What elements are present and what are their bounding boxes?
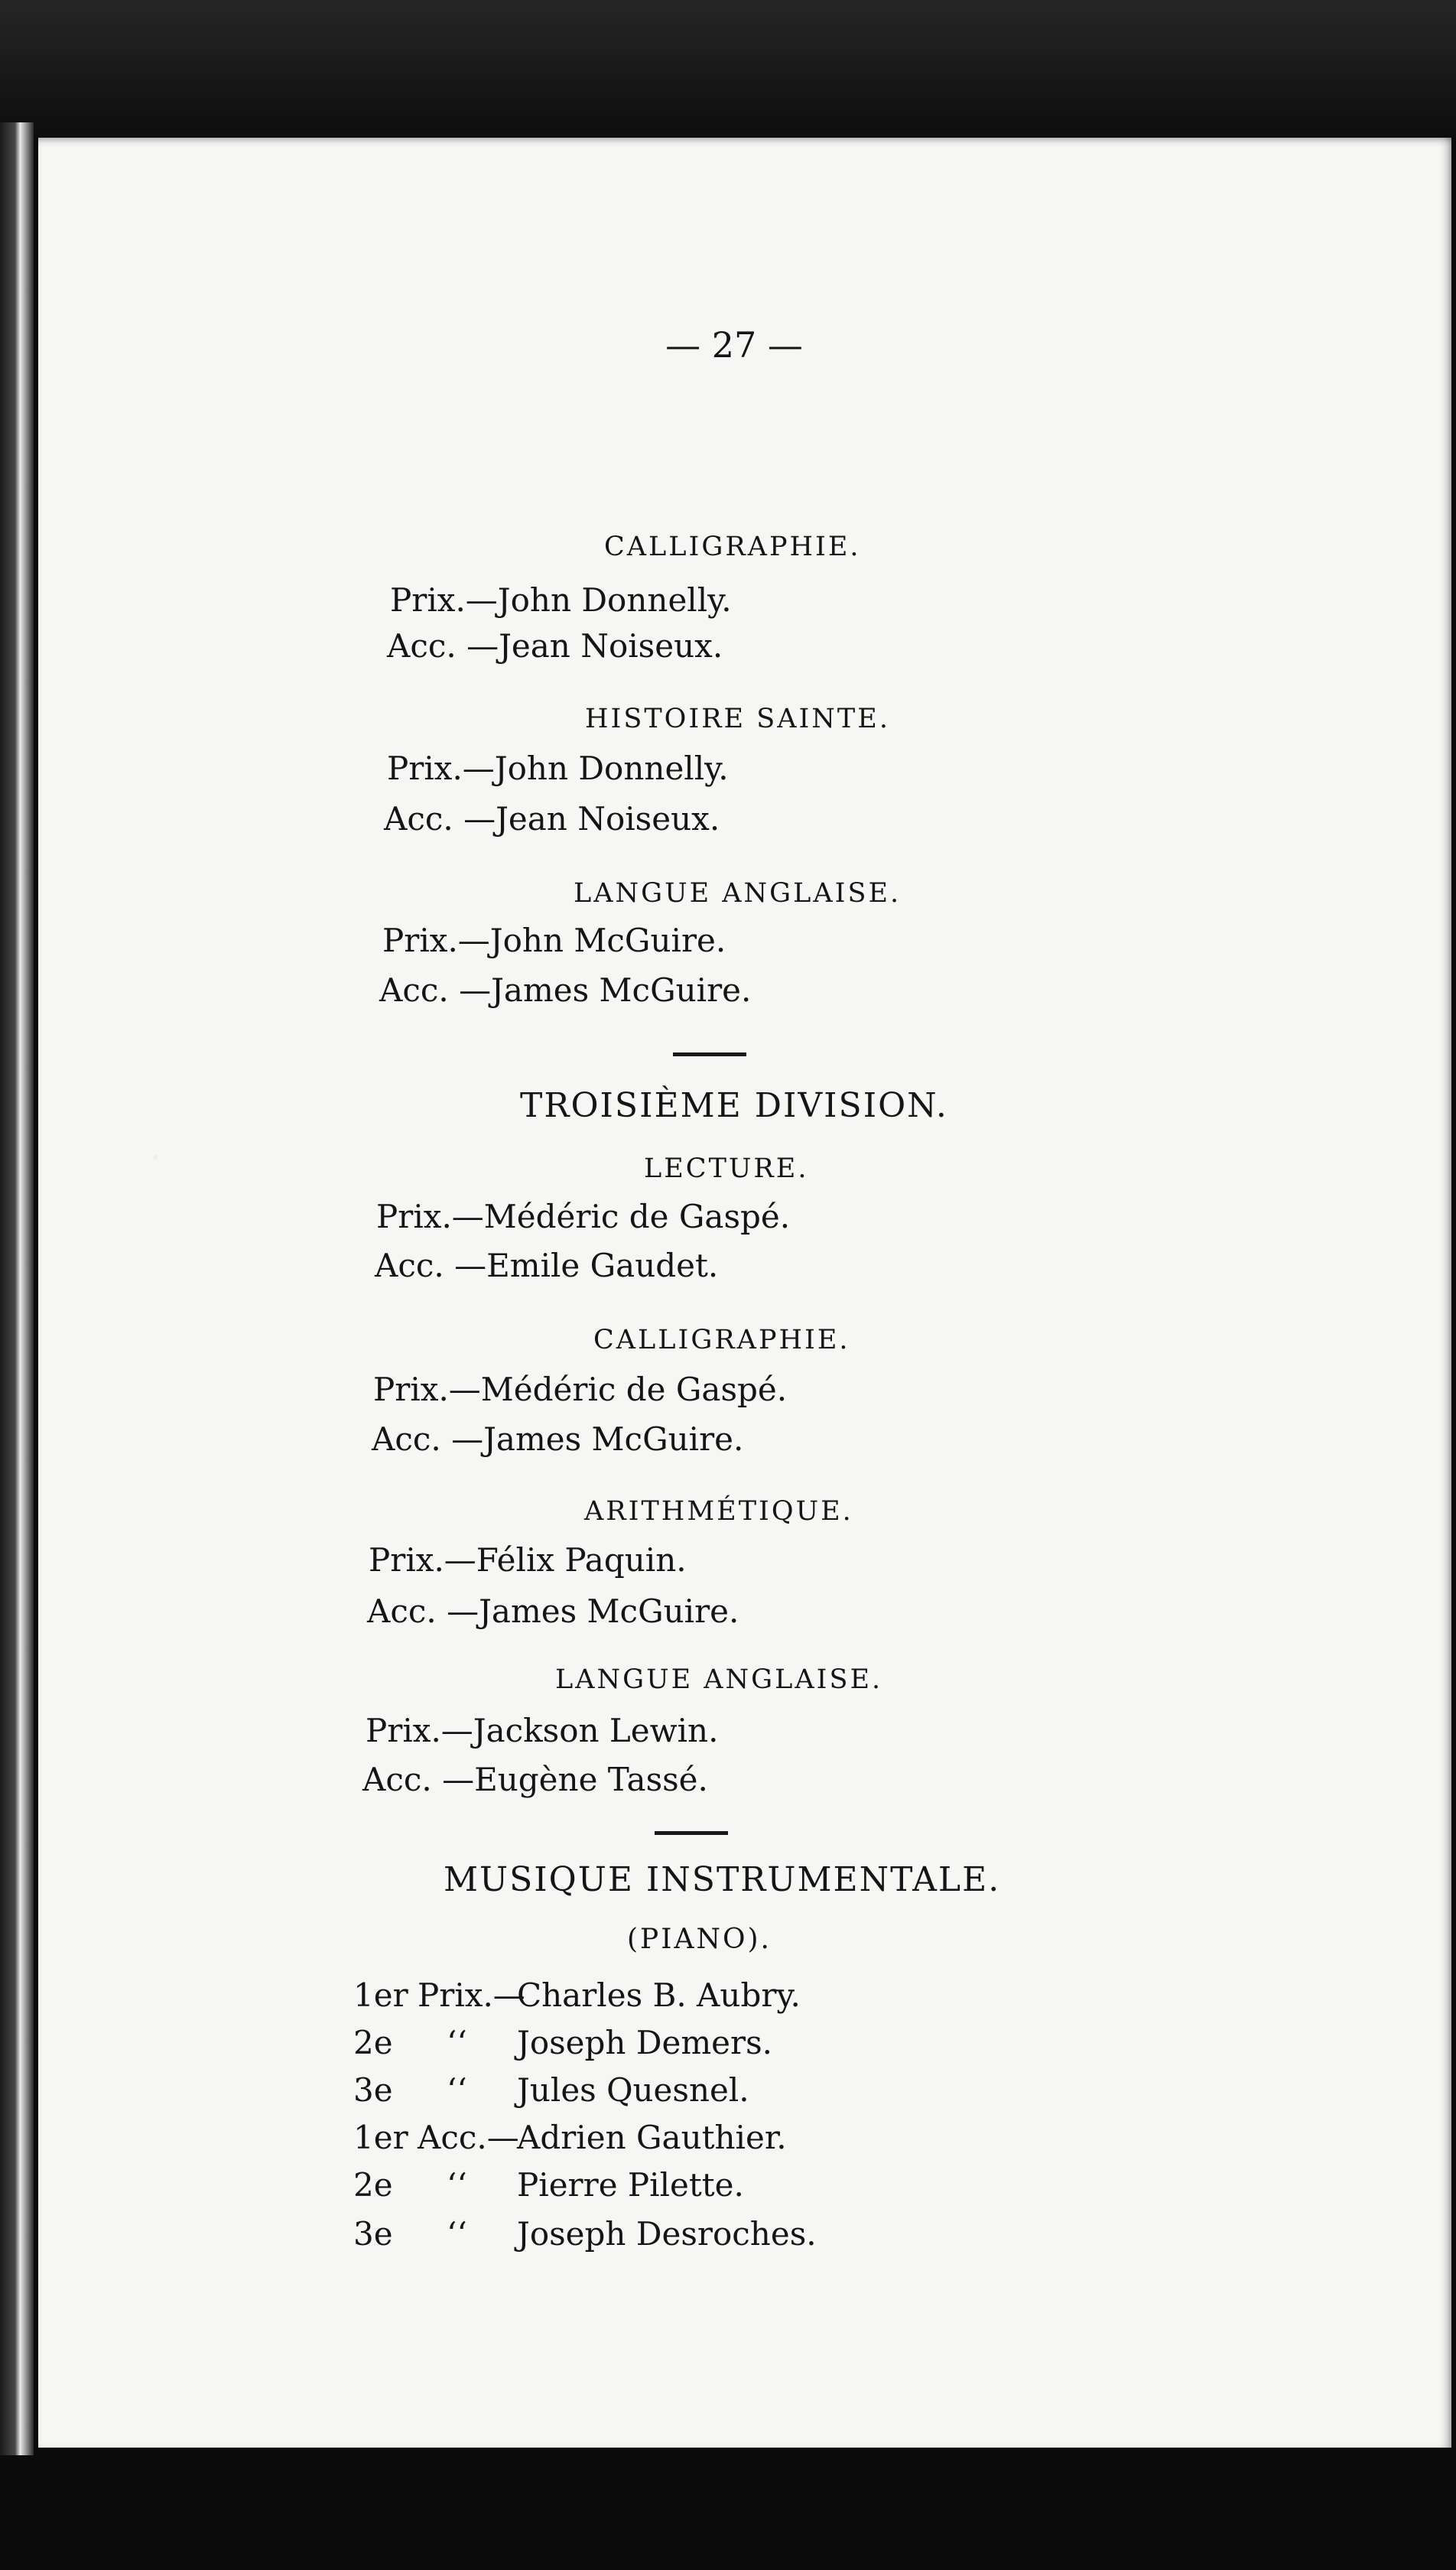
student-name: Joseph Demers. (517, 2024, 773, 2061)
prize-entry: Prix.—Médéric de Gaspé. (373, 1371, 788, 1408)
division-heading: TROISIÈME DIVISION. (520, 1086, 948, 1125)
prize-entry: Prix.—John McGuire. (382, 922, 726, 959)
document-page (38, 138, 1451, 2448)
prize-entry: Prix.—Médéric de Gaspé. (376, 1198, 791, 1235)
accessit-entry: Acc. —Jean Noiseux. (384, 800, 720, 838)
student-name: Pierre Pilette. (517, 2166, 744, 2204)
accessit-entry: Acc. —Emile Gaudet. (375, 1247, 719, 1284)
section-heading: LANGUE ANGLAISE. (574, 878, 902, 909)
section-heading: LANGUE ANGLAISE. (555, 1664, 883, 1695)
scan-border-top (0, 0, 1456, 138)
rank-label: 1er (353, 1976, 408, 2014)
section-heading: CALLIGRAPHIE. (593, 1325, 850, 1355)
ditto-mark: ‘‘ (447, 2166, 467, 2204)
accessit-entry: Acc. —James McGuire. (367, 1592, 739, 1630)
rank-label: 3e (353, 2071, 393, 2109)
accessit-entry: Acc. —Eugène Tassé. (362, 1761, 708, 1798)
rank-label: 2e (353, 2024, 393, 2061)
page-content (38, 138, 1451, 2448)
award-mark: Prix.— (418, 1976, 525, 2014)
section-heading: ARITHMÉTIQUE. (584, 1496, 853, 1527)
music-subheading: (PIANO). (627, 1924, 772, 1955)
prize-entry: Prix.—Félix Paquin. (369, 1541, 687, 1579)
ditto-mark: ‘‘ (447, 2024, 467, 2061)
divider-rule (655, 1831, 728, 1835)
section-heading: HISTOIRE SAINTE. (585, 704, 890, 734)
prize-entry: Prix.—Jackson Lewin. (366, 1712, 719, 1749)
accessit-entry: Acc. —James McGuire. (372, 1420, 744, 1458)
scan-border-left (0, 122, 34, 2455)
prize-entry: Prix.—John Donnelly. (390, 581, 732, 619)
student-name: Jules Quesnel. (517, 2071, 749, 2109)
student-name: Charles B. Aubry. (517, 1976, 801, 2014)
rank-label: 1er (353, 2119, 408, 2156)
award-mark: Acc.— (418, 2119, 519, 2156)
divider-rule (673, 1052, 746, 1056)
prize-entry: Prix.—John Donnelly. (387, 750, 729, 787)
section-heading: LECTURE. (644, 1153, 809, 1184)
page-number: — 27 — (665, 324, 803, 366)
rank-label: 3e (353, 2215, 393, 2253)
accessit-entry: Acc. —James McGuire. (379, 971, 752, 1009)
ditto-mark: ‘‘ (447, 2215, 467, 2253)
music-heading: MUSIQUE INSTRUMENTALE. (444, 1860, 1001, 1899)
section-heading: CALLIGRAPHIE. (604, 532, 861, 562)
student-name: Adrien Gauthier. (517, 2119, 787, 2156)
student-name: Joseph Desroches. (517, 2215, 817, 2253)
rank-label: 2e (353, 2166, 393, 2204)
ditto-mark: ‘‘ (447, 2071, 467, 2109)
accessit-entry: Acc. —Jean Noiseux. (387, 627, 723, 665)
